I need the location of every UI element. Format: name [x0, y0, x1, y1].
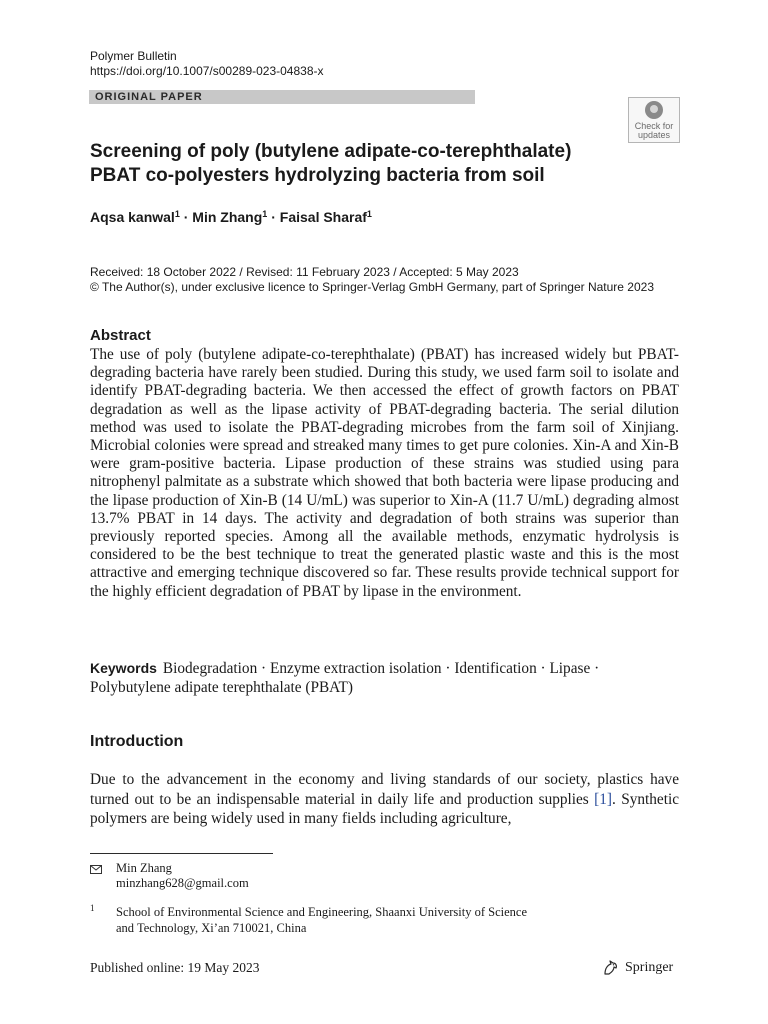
article-type-label: ORIGINAL PAPER: [95, 91, 203, 103]
abstract-text: The use of poly (butylene adipate-co-terephthalate) (PBAT) has increased widely but PBAT-degrading bacteria have rarely been studied. During this study, we used farm soil to isolate and identify PBAT-degrading bacteria. We then accessed the effect of growth factors on PBAT degradation as well as the lipase activity of PBAT-degrading bacteria. The serial dilution method was used to isolate the PBAT-degrading microbes from the farm soil of Xinjiang. Microbial colonies were spread and streaked many times to get pure colonies. Xin-A and Xin-B were gram-positive bacteria. Lipase production of these strains was studied using para nitrophenyl palmitate as a substrate which showed that both bacteria were lipase producing and the lipase production of Xin-B (14 U/mL) was superior to Xin-A (11.7 U/mL) degrading almost 13.7% PBAT in 14 days. The activity and degradation of both strains was superior than previously reported species. Among all the available methods, enzymatic hydrolysis is considered to be the best technique to treat the generated plastic waste and this is the most attractive and emerging technique discovered so far. These results provide technical support for the highly efficient degradation of PBAT by lipase in the environment.: [90, 346, 679, 600]
article-dates: Received: 18 October 2022 / Revised: 11 February 2023 / Accepted: 5 May 2023: [90, 265, 519, 279]
envelope-icon: [90, 865, 102, 874]
author-name[interactable]: Aqsa kanwal: [90, 209, 175, 225]
doi-link[interactable]: https://doi.org/10.1007/s00289-023-04838-x: [90, 64, 324, 78]
published-date: Published online: 19 May 2023: [90, 960, 260, 975]
author-name[interactable]: Faisal Sharaf: [279, 209, 367, 225]
introduction-text-part: Due to the advancement in the economy and living standards of our society, plastics have turned out to be an indispensable material in daily life and production supplies: [90, 771, 679, 808]
footnote-divider: [90, 853, 273, 854]
corresponding-author-name: Min Zhang: [116, 861, 172, 875]
paper-title-line: Screening of poly (butylene adipate-co-terephthalate): [90, 141, 572, 162]
citation-link[interactable]: [1]: [594, 790, 612, 808]
keywords-label: Keywords: [90, 660, 157, 676]
paper-title-line: PBAT co-polyesters hydrolyzing bacteria from soil: [90, 165, 545, 186]
author-separator: ·: [179, 209, 193, 225]
springer-horse-icon: [602, 958, 620, 976]
article-type-bar: [89, 90, 475, 104]
introduction-heading: Introduction: [90, 733, 184, 750]
affiliation-number: 1: [90, 903, 95, 913]
crossmark-icon: [645, 101, 663, 119]
publisher-name: Springer: [625, 960, 674, 975]
affiliation-text: [116, 905, 586, 936]
author-separator: ·: [267, 209, 280, 225]
check-for-updates-label: Check for updates: [634, 121, 674, 140]
author-affiliation-marker: 1: [262, 209, 268, 219]
affiliation-line: and Technology, Xi’an 710021, China: [116, 920, 307, 935]
corresponding-author-email[interactable]: minzhang628@gmail.com: [116, 876, 249, 890]
author-name[interactable]: Min Zhang: [192, 209, 263, 225]
copyright-notice: © The Author(s), under exclusive licence to Springer-Verlag GmbH Germany, part of Springer Nature 2023: [90, 280, 654, 294]
check-for-updates-badge[interactable]: [628, 97, 680, 143]
keywords-text: Biodegradation · Enzyme extraction isolation · Identification · Lipase · Polybutylene adipate terephthalate (PBAT): [90, 660, 600, 696]
affiliation-line: School of Environmental Science and Engineering, Shaanxi University of Science: [116, 905, 527, 919]
paper-title: [90, 140, 630, 188]
introduction-text: [90, 770, 679, 829]
author-list: [90, 208, 372, 226]
abstract-heading: Abstract: [90, 327, 151, 344]
author-affiliation-marker: 1: [366, 209, 372, 219]
introduction-text-part: . Synthetic polymers are being widely used in many fields including agriculture,: [90, 790, 679, 827]
keywords-block: [90, 659, 679, 697]
author-affiliation-marker: 1: [174, 209, 180, 219]
journal-name: Polymer Bulletin: [90, 49, 177, 63]
